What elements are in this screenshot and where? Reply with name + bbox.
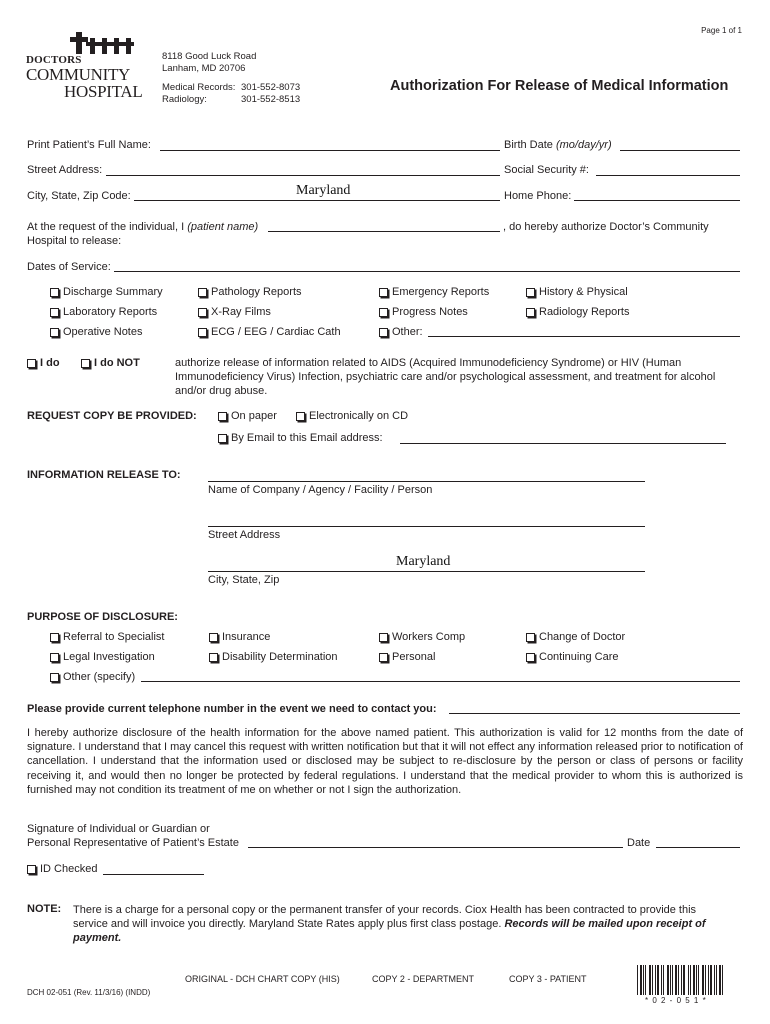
checkbox-icon <box>50 633 59 642</box>
home-phone-field[interactable] <box>574 200 740 201</box>
checkbox-laboratory-reports[interactable] <box>50 306 157 318</box>
checkbox-label: Change of Doctor <box>539 631 626 643</box>
checkbox-legal[interactable] <box>50 651 155 663</box>
release-name-caption: Name of Company / Agency / Facility / Person <box>208 484 433 496</box>
checkbox-icon <box>379 288 388 297</box>
city-value: Maryland <box>296 183 351 198</box>
checkbox-label: Operative Notes <box>63 326 143 338</box>
checkbox-icon <box>218 434 227 443</box>
checkbox-label: Personal <box>392 651 436 663</box>
footer-copy3: COPY 3 - PATIENT <box>509 974 587 984</box>
checkbox-change-doctor[interactable] <box>526 631 625 643</box>
checkbox-history-physical[interactable] <box>526 286 628 298</box>
note-text <box>73 903 733 946</box>
checkbox-pathology-reports[interactable] <box>198 286 302 298</box>
release-city-caption: City, State, Zip <box>208 574 280 586</box>
checkbox-id-checked[interactable] <box>27 863 97 875</box>
barcode <box>637 965 743 995</box>
checkbox-label: Referral to Specialist <box>63 631 165 643</box>
checkbox-label: On paper <box>231 410 277 422</box>
checkbox-personal[interactable] <box>379 651 435 663</box>
city-label: City, State, Zip Code: <box>27 190 131 202</box>
checkbox-operative-notes[interactable] <box>50 326 142 338</box>
contact-phone-field[interactable] <box>449 713 740 714</box>
checkbox-icon <box>50 288 59 297</box>
birth-date-text: Birth Date <box>504 139 553 151</box>
request-text <box>27 221 258 233</box>
ssn-label: Social Security #: <box>504 164 589 176</box>
release-city-value: Maryland <box>396 554 451 569</box>
logo-hospital: HOSPITAL <box>64 82 143 101</box>
release-to-label: INFORMATION RELEASE TO: <box>27 469 181 481</box>
other-records-field[interactable] <box>428 336 740 337</box>
checkbox-i-do[interactable] <box>27 357 60 369</box>
checkbox-icon <box>379 308 388 317</box>
request-copy-label: REQUEST COPY BE PROVIDED: <box>27 410 197 422</box>
note-body: There is a charge for a personal copy or the permanent transfer of your records. Ciox Health has been contracted to provide this service and will invoice you directly. Maryland State Rates apply plus first class postage. <box>73 904 697 931</box>
footer-original: ORIGINAL - DCH CHART COPY (HIS) <box>185 974 340 984</box>
checkbox-i-do-not[interactable] <box>81 357 140 369</box>
checkbox-icon <box>27 359 36 368</box>
home-phone-label: Home Phone: <box>504 190 572 202</box>
checkbox-disability[interactable] <box>209 651 338 663</box>
checkbox-icon <box>379 328 388 337</box>
checkbox-label: Insurance <box>222 631 271 643</box>
checkbox-icon <box>379 633 388 642</box>
medical-records-label: Medical Records: <box>162 82 236 93</box>
radiology-phone: 301-552-8513 <box>241 94 301 105</box>
checkbox-icon <box>526 288 535 297</box>
checkbox-label: Workers Comp <box>392 631 466 643</box>
checkbox-referral[interactable] <box>50 631 165 643</box>
checkbox-emergency-reports[interactable] <box>379 286 489 298</box>
checkbox-progress-notes[interactable] <box>379 306 468 318</box>
note-label: NOTE: <box>27 903 62 915</box>
checkbox-continuing-care[interactable] <box>526 651 619 663</box>
checkbox-ecg-eeg[interactable] <box>198 326 341 338</box>
checkbox-other-records[interactable] <box>379 326 423 338</box>
checkbox-electronic-cd[interactable] <box>296 410 408 422</box>
consent-line1: authorize release of information related to AIDS (Acquired Immunodeficiency Syndrome) or HIV (Human <box>175 357 682 369</box>
cross-icon <box>68 32 134 54</box>
request-suffix: , do hereby authorize Doctor’s Community <box>503 221 709 233</box>
request-prefix: At the request of the individual, I <box>27 221 185 233</box>
checkbox-label: Progress Notes <box>392 306 468 318</box>
checkbox-label: History & Physical <box>539 286 628 298</box>
checkbox-icon <box>50 653 59 662</box>
dates-of-service-field[interactable] <box>114 271 740 272</box>
checkbox-label: Electronically on CD <box>309 410 409 422</box>
birth-date-format: (mo/day/yr) <box>555 139 612 151</box>
request-patient-name-field[interactable] <box>268 231 500 232</box>
date-field[interactable] <box>656 847 740 848</box>
page-number: Page 1 of 1 <box>701 26 742 35</box>
authorization-text: I hereby authorize disclosure of the health information for the above named patient. This authorization is valid for 12 months from the date of signature. I understand that I may cancel this request with written notification but that it will not effect any information released prior to notification of cancellation. I understand that the information used or disclosed may be subject to re-disclosure by the person or class of persons or facility receiving it, and would then no longer be protected by federal regulations. I understand that the medical provider to whom this is authorized is furnished may not condition its treatment of me on whether or not I sign the authorization. <box>27 727 743 796</box>
checkbox-label: Discharge Summary <box>63 286 163 298</box>
checkbox-label: Other (specify) <box>63 671 136 683</box>
checkbox-label: Pathology Reports <box>211 286 302 298</box>
medical-records-phone: 301-552-8073 <box>241 82 301 93</box>
ssn-field[interactable] <box>596 175 740 176</box>
other-purpose-field[interactable] <box>141 681 740 682</box>
checkbox-other-purpose[interactable] <box>50 671 135 683</box>
request-line2: Hospital to release: <box>27 235 122 247</box>
checkbox-label: Radiology Reports <box>539 306 630 318</box>
logo-doctors: DOCTORS <box>26 54 82 66</box>
checkbox-icon <box>526 653 535 662</box>
street-address-label: Street Address: <box>27 164 103 176</box>
address-line1: 8118 Good Luck Road <box>162 51 257 62</box>
checkbox-icon <box>526 633 535 642</box>
birth-date-label <box>504 139 612 151</box>
checkbox-icon <box>209 633 218 642</box>
checkbox-label: ID Checked <box>40 863 98 875</box>
checkbox-insurance[interactable] <box>209 631 270 643</box>
checkbox-icon <box>218 412 227 421</box>
checkbox-email[interactable] <box>218 432 383 444</box>
checkbox-icon <box>379 653 388 662</box>
checkbox-discharge-summary[interactable] <box>50 286 163 298</box>
checkbox-label: Legal Investigation <box>63 651 155 663</box>
checkbox-icon <box>198 328 207 337</box>
address-line2: Lanham, MD 20706 <box>162 63 246 74</box>
checkbox-label: By Email to this Email address: <box>231 432 383 444</box>
patient-name-hint: (patient name) <box>187 221 259 233</box>
checkbox-label: I do <box>40 357 60 369</box>
checkbox-label: ECG / EEG / Cardiac Cath <box>211 326 341 338</box>
release-city-field[interactable] <box>208 571 645 572</box>
signature-line1: Signature of Individual or Guardian or <box>27 823 210 835</box>
checkbox-label: Continuing Care <box>539 651 619 663</box>
checkbox-icon <box>50 308 59 317</box>
barcode-text: * 0 2 - 0 5 1 * <box>645 996 707 1005</box>
release-street-caption: Street Address <box>208 529 281 541</box>
checkbox-label: X-Ray Films <box>211 306 271 318</box>
contact-phone-label: Please provide current telephone number in the event we need to contact you: <box>27 703 437 715</box>
release-name-field[interactable] <box>208 481 645 482</box>
checkbox-label: Laboratory Reports <box>63 306 158 318</box>
consent-line3: and/or drug abuse. <box>175 385 268 397</box>
footer-copy2: COPY 2 - DEPARTMENT <box>372 974 475 984</box>
release-street-field[interactable] <box>208 526 645 527</box>
checkbox-icon <box>209 653 218 662</box>
date-label: Date <box>627 837 651 849</box>
signature-line2: Personal Representative of Patient’s Estate <box>27 837 239 849</box>
checkbox-label: Other: <box>392 326 423 338</box>
checkbox-icon <box>50 328 59 337</box>
checkbox-icon <box>81 359 90 368</box>
patient-name-field[interactable] <box>160 150 500 151</box>
id-checked-field[interactable] <box>103 874 204 875</box>
checkbox-icon <box>198 308 207 317</box>
consent-line2: Immunodeficiency Virus) Infection, psychiatric care and/or psychological assessment, and treatment for alcohol <box>175 371 716 383</box>
checkbox-label: Emergency Reports <box>392 286 490 298</box>
checkbox-icon <box>198 288 207 297</box>
checkbox-icon <box>296 412 305 421</box>
checkbox-label: Disability Determination <box>222 651 338 663</box>
birth-date-field[interactable] <box>620 150 740 151</box>
checkbox-label: I do NOT <box>94 357 140 369</box>
email-field[interactable] <box>400 443 726 444</box>
street-address-field[interactable] <box>106 175 500 176</box>
checkbox-radiology-reports[interactable] <box>526 306 630 318</box>
checkbox-icon <box>27 865 36 874</box>
signature-field[interactable] <box>248 847 623 848</box>
radiology-label: Radiology: <box>162 94 207 105</box>
checkbox-on-paper[interactable] <box>218 410 277 422</box>
patient-name-label: Print Patient’s Full Name: <box>27 139 151 151</box>
form-number: DCH 02-051 (Rev. 11/3/16) (INDD) <box>27 988 151 997</box>
hospital-logo <box>24 32 143 102</box>
city-field[interactable] <box>134 200 500 201</box>
logo-community: COMMUNITY <box>26 65 131 84</box>
checkbox-workers-comp[interactable] <box>379 631 465 643</box>
dates-of-service-label: Dates of Service: <box>27 261 111 273</box>
checkbox-icon <box>526 308 535 317</box>
note-bold-text: Records will be mailed upon receipt of payment. <box>73 918 706 945</box>
purpose-label: PURPOSE OF DISCLOSURE: <box>27 611 178 623</box>
checkbox-icon <box>50 673 59 682</box>
form-title: Authorization For Release of Medical Information <box>390 78 729 94</box>
checkbox-xray-films[interactable] <box>198 306 271 318</box>
